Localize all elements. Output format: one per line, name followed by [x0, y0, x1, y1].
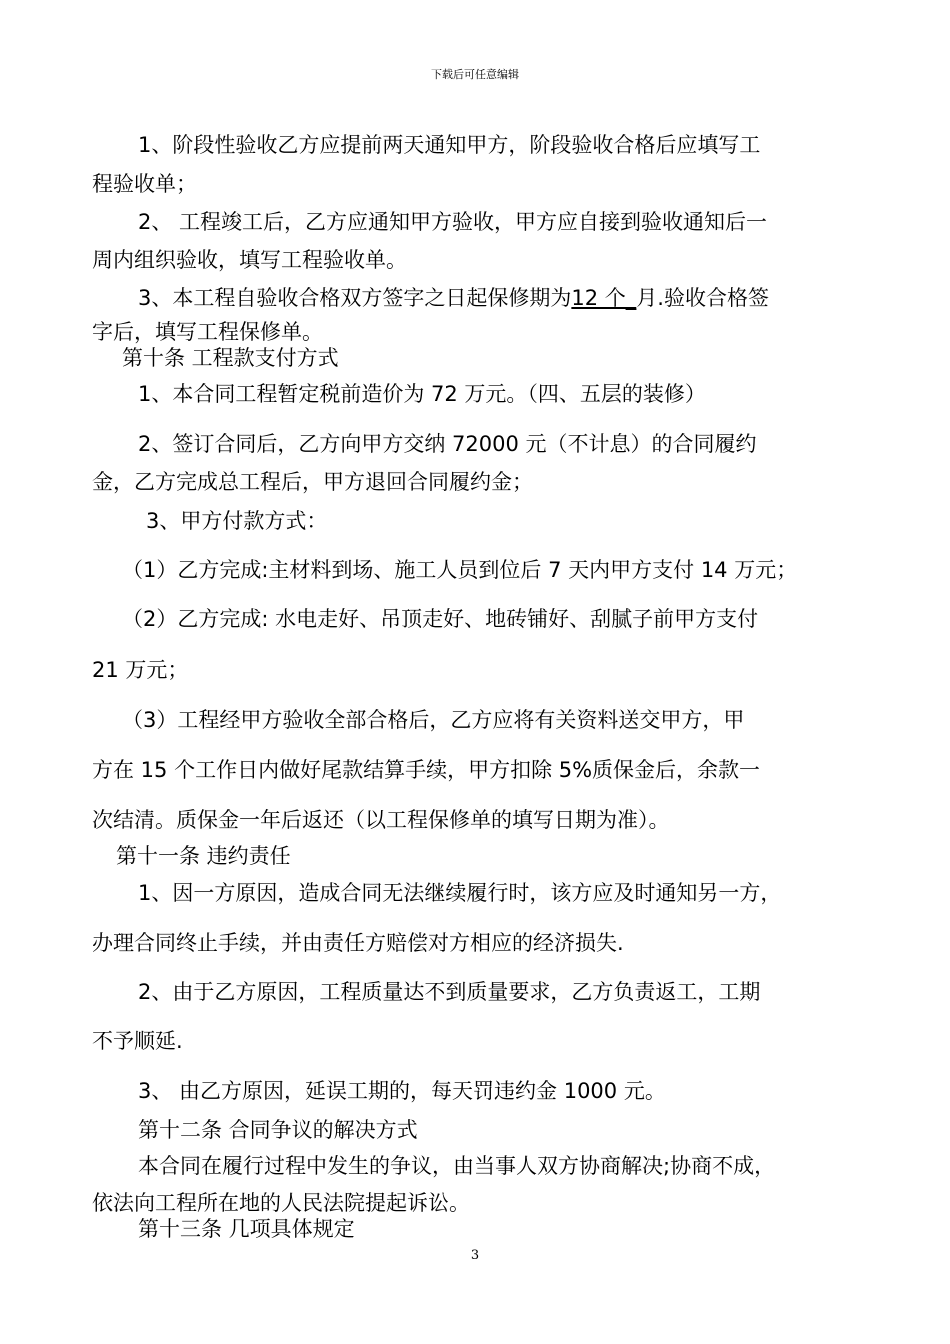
- text-line: 本合同在履行过程中发生的争议，由当事人双方协商解决;协商不成，: [138, 1154, 776, 1178]
- text-segment: 月.验收合格签: [636, 286, 769, 310]
- text-line: （1）乙方完成:主材料到场、施工人员到位后 7 天内甲方支付 14 万元；: [122, 558, 798, 582]
- text-line: 方在 15 个工作日内做好尾款结算手续，甲方扣除 5%质保金后，余款一: [92, 758, 761, 782]
- text-line: 2、签订合同后，乙方向甲方交纳 72000 元（不计息）的合同履约: [138, 432, 757, 456]
- section-heading: 第十二条 合同争议的解决方式: [138, 1118, 418, 1142]
- page-number: 3: [470, 1248, 480, 1263]
- text-line: 办理合同终止手续，并由责任方赔偿对方相应的经济损失.: [92, 931, 624, 955]
- text-line: 3、 由乙方原因，延误工期的，每天罚违约金 1000 元。: [138, 1079, 666, 1103]
- text-line: 不予顺延.: [92, 1029, 183, 1053]
- text-line: 周内组织验收，填写工程验收单。: [92, 248, 407, 272]
- text-line: 1、阶段性验收乙方应提前两天通知甲方，阶段验收合格后应填写工: [138, 133, 761, 157]
- text-line: 字后，填写工程保修单。: [92, 320, 323, 344]
- text-line: （2）乙方完成: 水电走好、吊顶走好、地砖铺好、刮腻子前甲方支付: [122, 607, 759, 631]
- text-line: [138, 284, 769, 312]
- text-line: 21 万元；: [92, 658, 189, 682]
- text-line: 2、 工程竣工后，乙方应通知甲方验收，甲方应自接到验收通知后一: [138, 210, 768, 234]
- text-line: 次结清。质保金一年后返还（以工程保修单的填写日期为准）。: [92, 808, 670, 832]
- section-heading: 第十三条 几项具体规定: [138, 1217, 355, 1241]
- text-line: 3、甲方付款方式：: [146, 509, 328, 533]
- text-line: 程验收单；: [92, 172, 197, 196]
- text-line: 2、由于乙方原因，工程质量达不到质量要求，乙方负责返工，工期: [138, 980, 761, 1004]
- underlined-warranty-period: 12 个_: [571, 286, 637, 310]
- text-line: 依法向工程所在地的人民法院提起诉讼。: [92, 1191, 470, 1215]
- text-line: 1、本合同工程暂定税前造价为 72 万元。（四、五层的装修）: [138, 382, 706, 406]
- text-line: 1、因一方原因，造成合同无法继续履行时，该方应及时通知另一方，: [138, 881, 782, 905]
- page-header: 下载后可任意编辑: [431, 68, 519, 81]
- section-heading: 第十一条 违约责任: [116, 844, 291, 868]
- text-segment: 3、本工程自验收合格双方签字之日起保修期为: [138, 286, 572, 310]
- section-heading: 第十条 工程款支付方式: [122, 346, 339, 370]
- text-line: 金，乙方完成总工程后，甲方退回合同履约金；: [92, 470, 533, 494]
- text-line: （3）工程经甲方验收全部合格后，乙方应将有关资料送交甲方，甲: [122, 708, 745, 732]
